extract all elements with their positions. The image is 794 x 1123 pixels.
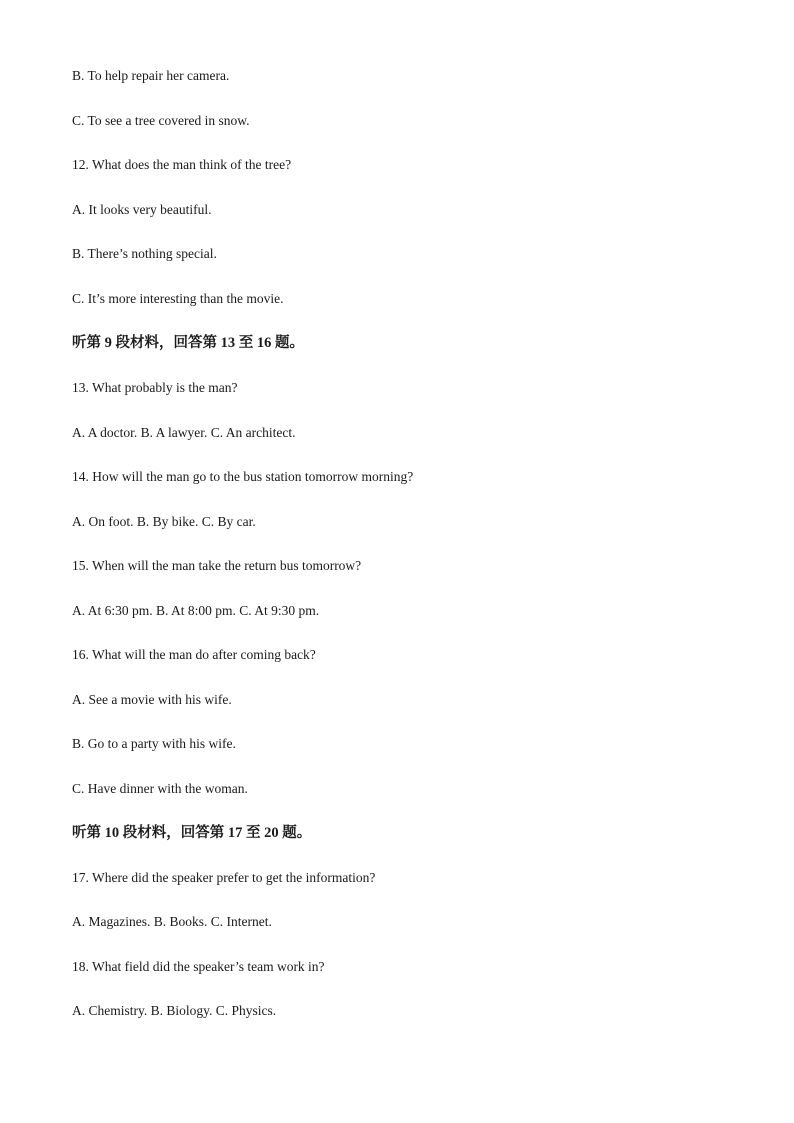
question-15: 15. When will the man take the return bus tomorrow? [72, 558, 362, 573]
q16-option-c: C. Have dinner with the woman. [72, 781, 248, 796]
q11-option-c: C. To see a tree covered in snow. [72, 113, 250, 128]
question-14: 14. How will the man go to the bus station tomorrow morning? [72, 469, 414, 484]
q16-option-a: A. See a movie with his wife. [72, 692, 232, 707]
question-13: 13. What probably is the man? [72, 380, 238, 395]
section-heading-9: 听第 9 段材料，回答第 13 至 16 题。 [72, 335, 304, 351]
q15-options: A. At 6:30 pm. B. At 8:00 pm. C. At 9:30 pm. [72, 603, 320, 618]
q14-options: A. On foot. B. By bike. C. By car. [72, 514, 256, 529]
question-16: 16. What will the man do after coming back? [72, 647, 316, 662]
q11-option-b: B. To help repair her camera. [72, 68, 230, 83]
question-17: 17. Where did the speaker prefer to get the information? [72, 870, 376, 885]
section-heading-10: 听第 10 段材料，回答第 17 至 20 题。 [72, 825, 312, 841]
q18-options: A. Chemistry. B. Biology. C. Physics. [72, 1003, 277, 1018]
q13-options: A. A doctor. B. A lawyer. C. An architect. [72, 425, 296, 440]
q12-option-a: A. It looks very beautiful. [72, 202, 212, 217]
q16-option-b: B. Go to a party with his wife. [72, 736, 236, 751]
q17-options: A. Magazines. B. Books. C. Internet. [72, 914, 272, 929]
question-18: 18. What field did the speaker’s team work in? [72, 959, 325, 974]
q12-option-c: C. It’s more interesting than the movie. [72, 291, 284, 306]
question-12: 12. What does the man think of the tree? [72, 157, 292, 172]
q12-option-b: B. There’s nothing special. [72, 246, 217, 261]
